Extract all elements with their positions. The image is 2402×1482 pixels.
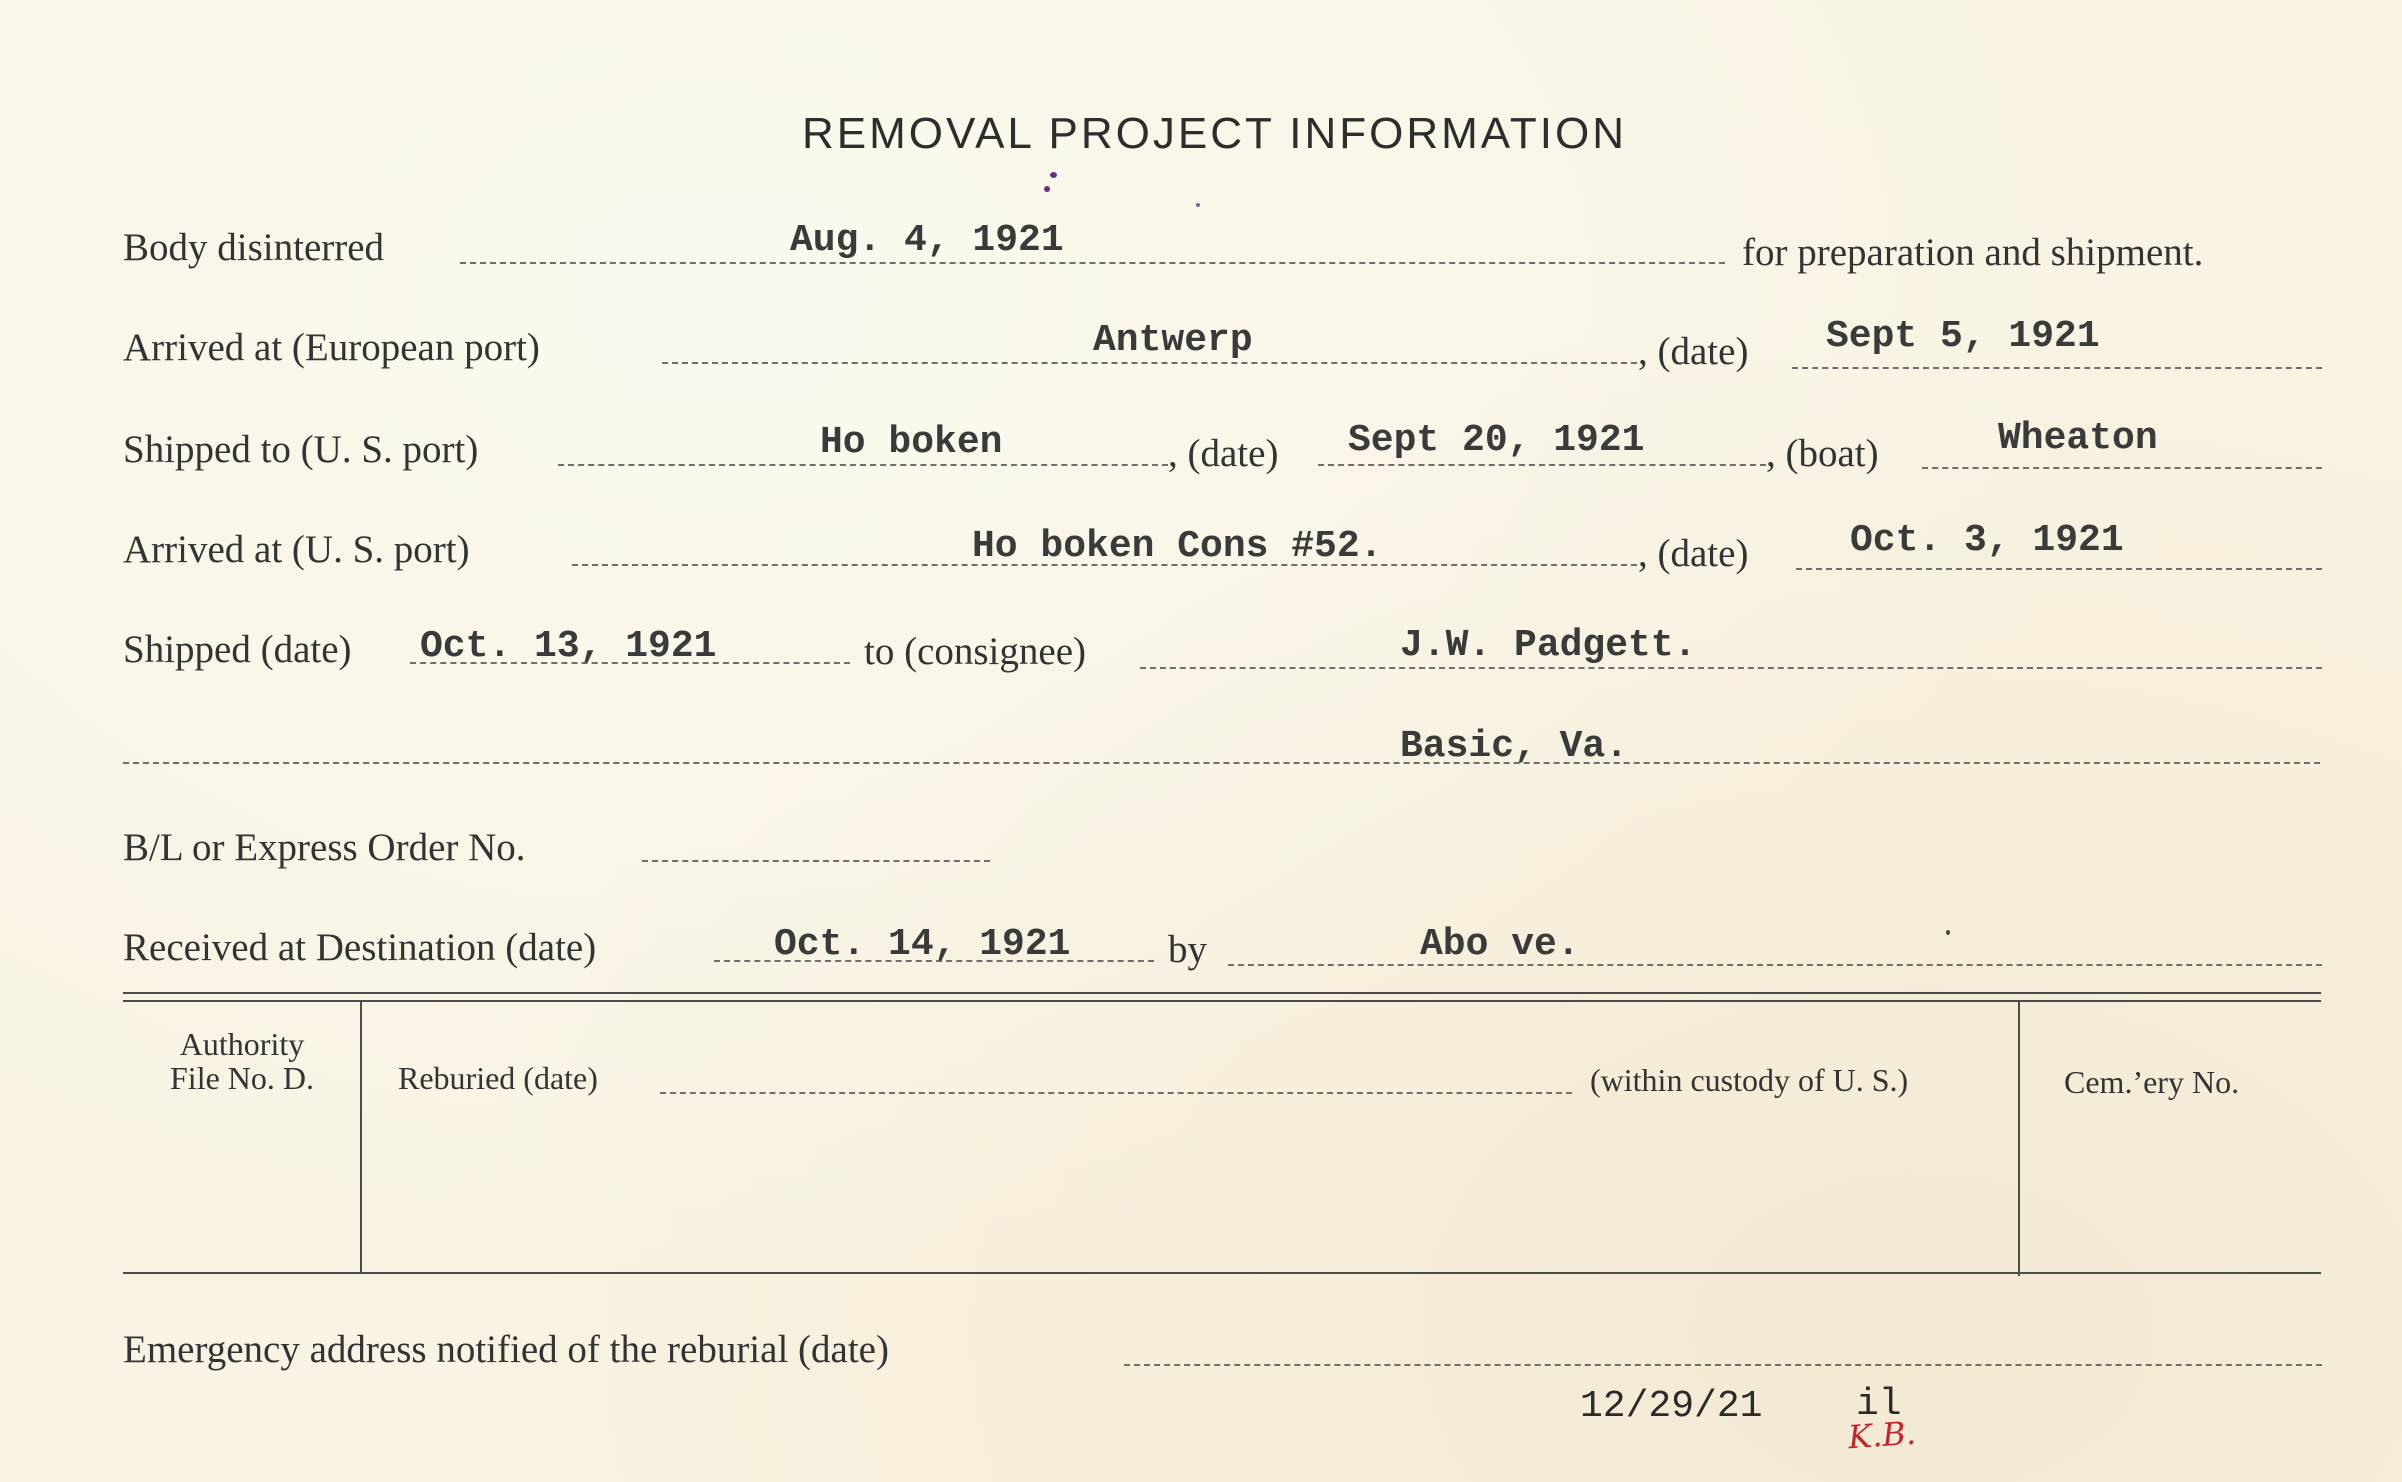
label-received-destination: Received at Destination (date): [123, 926, 597, 969]
leader-line: [662, 362, 1637, 364]
ink-speck: [1946, 930, 1950, 935]
box-top-rule: [123, 992, 2321, 994]
box-bottom-rule: [123, 1272, 2321, 1274]
label-within-custody: (within custody of U. S.): [1590, 1062, 1909, 1098]
leader-line: [460, 262, 1725, 264]
label-arrived-european-port: Arrived at (European port): [123, 326, 540, 369]
value-us-arrival-date: Oct. 3, 1921: [1850, 519, 2124, 562]
handwritten-initials: K.B.: [1846, 1413, 1918, 1457]
label-cemetery-no: Cem.ʼery No.: [2064, 1064, 2240, 1100]
leader-line: [642, 860, 990, 862]
leader-line: [1796, 568, 2322, 570]
leader-line: [1792, 367, 2322, 369]
label-shipped-date-consignee: Shipped (date): [123, 628, 352, 671]
label-to-consignee: to (consignee): [864, 630, 1087, 673]
leader-line: [123, 762, 2320, 764]
leader-line: [1228, 964, 2322, 966]
box-divider-left: [360, 1000, 362, 1272]
leader-line: [1124, 1364, 2322, 1366]
leader-line: [1140, 667, 2322, 669]
value-consignee-name: J.W. Padgett.: [1400, 624, 1697, 667]
value-shipped-to-date: Sept 20, 1921: [1348, 419, 1645, 462]
label-bl-order: B/L or Express Order No.: [123, 826, 526, 869]
label-reburied-date: Reburied (date): [398, 1060, 598, 1096]
value-us-port: Ho boken: [820, 421, 1003, 464]
ink-speck: [1044, 186, 1050, 192]
label-boat: , (boat): [1766, 432, 1879, 475]
value-shipped-date: Oct. 13, 1921: [420, 625, 717, 668]
label-body-disinterred: Body disinterred: [123, 226, 385, 269]
value-received-date: Oct. 14, 1921: [774, 923, 1071, 966]
ink-speck: [1050, 172, 1057, 178]
box-divider-right: [2018, 1000, 2020, 1276]
value-consignee-address: Basic, Va.: [1400, 725, 1629, 768]
label-for-preparation: for preparation and shipment.: [1742, 231, 2204, 274]
ink-speck: [1196, 203, 1200, 207]
label-us-arrival-date: , (date): [1638, 532, 1749, 575]
footer-date: 12/29/21: [1580, 1385, 1763, 1428]
box-top-rule-inner: [123, 1000, 2321, 1002]
footer-typed-initials: il: [1856, 1383, 1902, 1426]
label-arrived-us-port: Arrived at (U. S. port): [123, 528, 470, 571]
value-boat: Wheaton: [1998, 417, 2158, 460]
value-european-arrival-date: Sept 5, 1921: [1826, 315, 2100, 358]
label-shipped-to-us-port: Shipped to (U. S. port): [123, 428, 479, 471]
leader-line: [1318, 464, 1766, 466]
leader-line: [1922, 467, 2322, 469]
value-european-port: Antwerp: [1093, 319, 1253, 362]
leader-line: [558, 464, 1168, 466]
value-us-arrival-port: Ho boken Cons #52.: [972, 525, 1383, 568]
label-shipped-date: , (date): [1168, 432, 1279, 475]
value-disinterred-date: Aug. 4, 1921: [790, 219, 1064, 262]
form-title: REMOVAL PROJECT INFORMATION: [802, 109, 1627, 158]
leader-line: [660, 1092, 1572, 1094]
label-by: by: [1168, 928, 1207, 971]
value-received-by: Abo ve.: [1420, 923, 1580, 966]
label-emergency-address: Emergency address notified of the reburial (date): [123, 1328, 889, 1371]
label-authority-file: Authority File No. D.: [170, 1026, 314, 1096]
label-european-date: , (date): [1638, 330, 1749, 373]
